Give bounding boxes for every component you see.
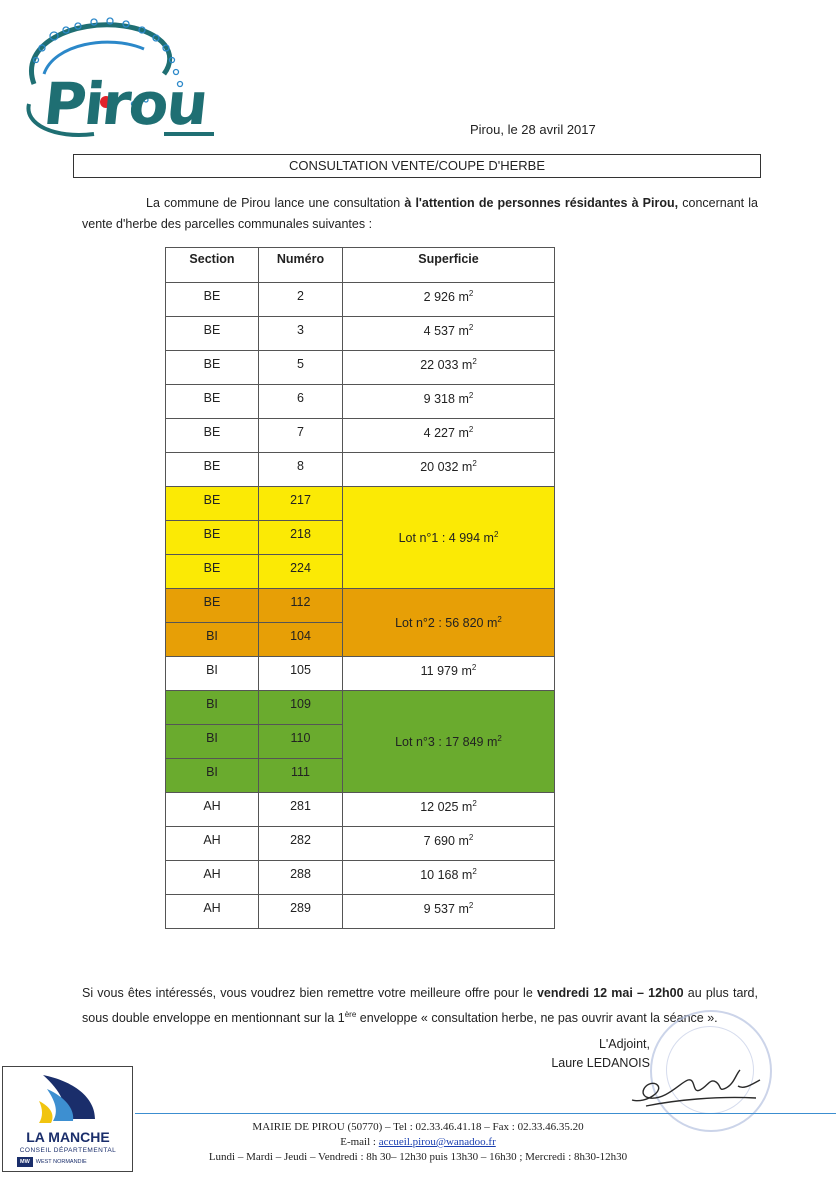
unit-exponent: 2 bbox=[497, 615, 502, 624]
cell-numero: 288 bbox=[259, 861, 343, 895]
unit: m bbox=[458, 392, 469, 406]
mw-mark: MW bbox=[17, 1157, 33, 1167]
lot3-label: Lot n°3 : 17 849 bbox=[395, 735, 484, 749]
cell-section: BE bbox=[166, 385, 259, 419]
unit: m bbox=[461, 358, 473, 372]
cell-numero: 8 bbox=[259, 453, 343, 487]
footer-divider bbox=[135, 1113, 836, 1114]
cell-section: AH bbox=[166, 793, 259, 827]
ordinal-sup: ère bbox=[344, 1010, 357, 1019]
header-section: Section bbox=[166, 248, 259, 283]
region-name: WEST NORMANDIE bbox=[35, 1159, 87, 1165]
cell-section: BI bbox=[166, 725, 259, 759]
unit: m bbox=[458, 290, 469, 304]
area-value: 2 926 bbox=[423, 290, 455, 304]
cell-section: AH bbox=[166, 827, 259, 861]
table-row bbox=[166, 793, 555, 827]
area-value: 4 227 bbox=[423, 426, 455, 440]
department-logo bbox=[2, 1066, 133, 1172]
cell-section: AH bbox=[166, 861, 259, 895]
unit: m bbox=[487, 616, 498, 630]
footer-address: MAIRIE DE PIROU (50770) – Tel : 02.33.46.41.18 – Fax : 02.33.46.35.20 bbox=[252, 1121, 584, 1133]
unit: m bbox=[458, 902, 469, 916]
footer bbox=[160, 1120, 676, 1165]
area-value: 12 025 bbox=[420, 800, 459, 814]
unit: m bbox=[461, 664, 472, 678]
lot1-cell bbox=[343, 487, 555, 589]
cell-numero: 224 bbox=[259, 555, 343, 589]
unit-exponent: 2 bbox=[468, 901, 474, 910]
logo-wordmark: Pirou bbox=[40, 70, 210, 138]
cell-superficie bbox=[343, 317, 555, 351]
cell-numero: 105 bbox=[259, 657, 343, 691]
cell-section: BI bbox=[166, 657, 259, 691]
unit-exponent: 2 bbox=[493, 530, 499, 539]
cell-section: BE bbox=[166, 453, 259, 487]
area-value: 9 537 bbox=[423, 902, 455, 916]
lot2-label: Lot n°2 : 56 820 bbox=[395, 616, 484, 630]
signatory-role: L'Adjoint, bbox=[598, 1037, 650, 1051]
unit-exponent: 2 bbox=[497, 734, 502, 743]
deadline: vendredi 12 mai – 12h00 bbox=[536, 986, 684, 1000]
sail-icon bbox=[3, 1067, 132, 1127]
cell-numero: 281 bbox=[259, 793, 343, 827]
intro-paragraph bbox=[82, 193, 758, 235]
lot3-cell bbox=[343, 691, 555, 793]
intro-text-1: La commune de Pirou lance une consultation bbox=[146, 196, 401, 210]
header-superficie: Superficie bbox=[343, 248, 555, 283]
table-row bbox=[166, 895, 555, 929]
cell-section: BI bbox=[166, 623, 259, 657]
intro-text-bold: à l'attention de personnes résidantes à Pirou, bbox=[404, 196, 679, 210]
cell-numero: 104 bbox=[259, 623, 343, 657]
unit-exponent: 2 bbox=[468, 289, 474, 298]
cell-numero: 289 bbox=[259, 895, 343, 929]
cell-superficie bbox=[343, 657, 555, 691]
unit: m bbox=[461, 868, 473, 882]
cell-numero: 3 bbox=[259, 317, 343, 351]
unit: m bbox=[458, 426, 469, 440]
unit: m bbox=[461, 460, 473, 474]
table-row bbox=[166, 453, 555, 487]
cell-section: BI bbox=[166, 759, 259, 793]
cell-numero: 7 bbox=[259, 419, 343, 453]
unit-exponent: 2 bbox=[468, 833, 474, 842]
unit: m bbox=[458, 324, 469, 338]
cell-superficie bbox=[343, 385, 555, 419]
unit-exponent: 2 bbox=[472, 867, 477, 876]
region-label bbox=[17, 1157, 121, 1167]
table-row bbox=[166, 419, 555, 453]
parcel-table bbox=[165, 247, 555, 929]
area-value: 10 168 bbox=[420, 868, 459, 882]
cell-numero: 111 bbox=[259, 759, 343, 793]
cell-superficie bbox=[343, 895, 555, 929]
unit-exponent: 2 bbox=[468, 391, 474, 400]
cell-numero: 5 bbox=[259, 351, 343, 385]
department-subtitle: CONSEIL DÉPARTEMENTAL bbox=[19, 1147, 117, 1154]
table-row bbox=[166, 351, 555, 385]
cell-section: BE bbox=[166, 283, 259, 317]
closing-text-2: au plus tard, sous double enveloppe en mentionnant sur la 1 bbox=[82, 986, 758, 1025]
unit-exponent: 2 bbox=[472, 357, 477, 366]
email-label: E-mail : bbox=[340, 1136, 376, 1148]
document-title: CONSULTATION VENTE/COUPE D'HERBE bbox=[73, 154, 761, 178]
unit-exponent: 2 bbox=[468, 425, 474, 434]
cell-numero: 110 bbox=[259, 725, 343, 759]
table-row-lot1 bbox=[166, 487, 555, 521]
unit-exponent: 2 bbox=[472, 799, 477, 808]
unit-exponent: 2 bbox=[472, 459, 477, 468]
area-value: 20 032 bbox=[420, 460, 459, 474]
cell-section: BE bbox=[166, 419, 259, 453]
cell-numero: 282 bbox=[259, 827, 343, 861]
cell-section: BE bbox=[166, 487, 259, 521]
area-value: 4 537 bbox=[423, 324, 455, 338]
cell-section: BE bbox=[166, 589, 259, 623]
cell-superficie bbox=[343, 351, 555, 385]
cell-numero: 2 bbox=[259, 283, 343, 317]
table-row bbox=[166, 317, 555, 351]
cell-section: BE bbox=[166, 351, 259, 385]
cell-section: BI bbox=[166, 691, 259, 725]
department-name: LA MANCHE bbox=[26, 1129, 110, 1145]
lot2-cell bbox=[343, 589, 555, 657]
table-row bbox=[166, 657, 555, 691]
closing-text-1: Si vous êtes intéressés, vous voudrez bien remettre votre meilleure offre pour le bbox=[82, 986, 533, 1000]
closing-paragraph bbox=[82, 983, 758, 1029]
cell-superficie bbox=[343, 419, 555, 453]
unit: m bbox=[483, 531, 494, 545]
cell-numero: 218 bbox=[259, 521, 343, 555]
table-row-lot3 bbox=[166, 691, 555, 725]
footer-hours: Lundi – Mardi – Jeudi – Vendredi : 8h 30– 12h30 puis 13h30 – 16h30 ; Mercredi : 8h30-12h30 bbox=[208, 1151, 628, 1163]
unit: m bbox=[461, 800, 473, 814]
table-row bbox=[166, 283, 555, 317]
cell-section: BE bbox=[166, 555, 259, 589]
cell-superficie bbox=[343, 861, 555, 895]
footer-email-line bbox=[160, 1135, 676, 1150]
cell-numero: 6 bbox=[259, 385, 343, 419]
table-row bbox=[166, 861, 555, 895]
pirou-logo bbox=[14, 14, 224, 144]
intro-text-2: concernant la vente d'herbe des parcelles communales suivantes : bbox=[82, 196, 758, 231]
cell-numero: 217 bbox=[259, 487, 343, 521]
cell-section: BE bbox=[166, 521, 259, 555]
table-header-row bbox=[166, 248, 555, 283]
cell-superficie bbox=[343, 827, 555, 861]
unit-exponent: 2 bbox=[468, 323, 474, 332]
area-value: 11 979 bbox=[420, 664, 458, 678]
table-row bbox=[166, 385, 555, 419]
unit-exponent: 2 bbox=[471, 663, 477, 672]
email-link[interactable]: accueil.pirou@wanadoo.fr bbox=[378, 1136, 496, 1148]
cell-numero: 109 bbox=[259, 691, 343, 725]
unit: m bbox=[458, 834, 469, 848]
cell-numero: 112 bbox=[259, 589, 343, 623]
handwritten-signature bbox=[626, 1060, 766, 1110]
header-numero: Numéro bbox=[259, 248, 343, 283]
area-value: 7 690 bbox=[423, 834, 455, 848]
date-line: Pirou, le 28 avril 2017 bbox=[470, 122, 596, 137]
lot1-label: Lot n°1 : 4 994 bbox=[398, 531, 481, 545]
closing-text-3: enveloppe « consultation herbe, ne pas ouvrir avant la séance ». bbox=[359, 1011, 718, 1025]
cell-superficie bbox=[343, 793, 555, 827]
table-row-lot2 bbox=[166, 589, 555, 623]
cell-section: AH bbox=[166, 895, 259, 929]
cell-section: BE bbox=[166, 317, 259, 351]
cell-superficie bbox=[343, 283, 555, 317]
signatory-name: Laure LEDANOIS bbox=[551, 1056, 650, 1070]
area-value: 22 033 bbox=[420, 358, 459, 372]
table-row bbox=[166, 827, 555, 861]
unit: m bbox=[487, 735, 498, 749]
area-value: 9 318 bbox=[423, 392, 455, 406]
cell-superficie bbox=[343, 453, 555, 487]
